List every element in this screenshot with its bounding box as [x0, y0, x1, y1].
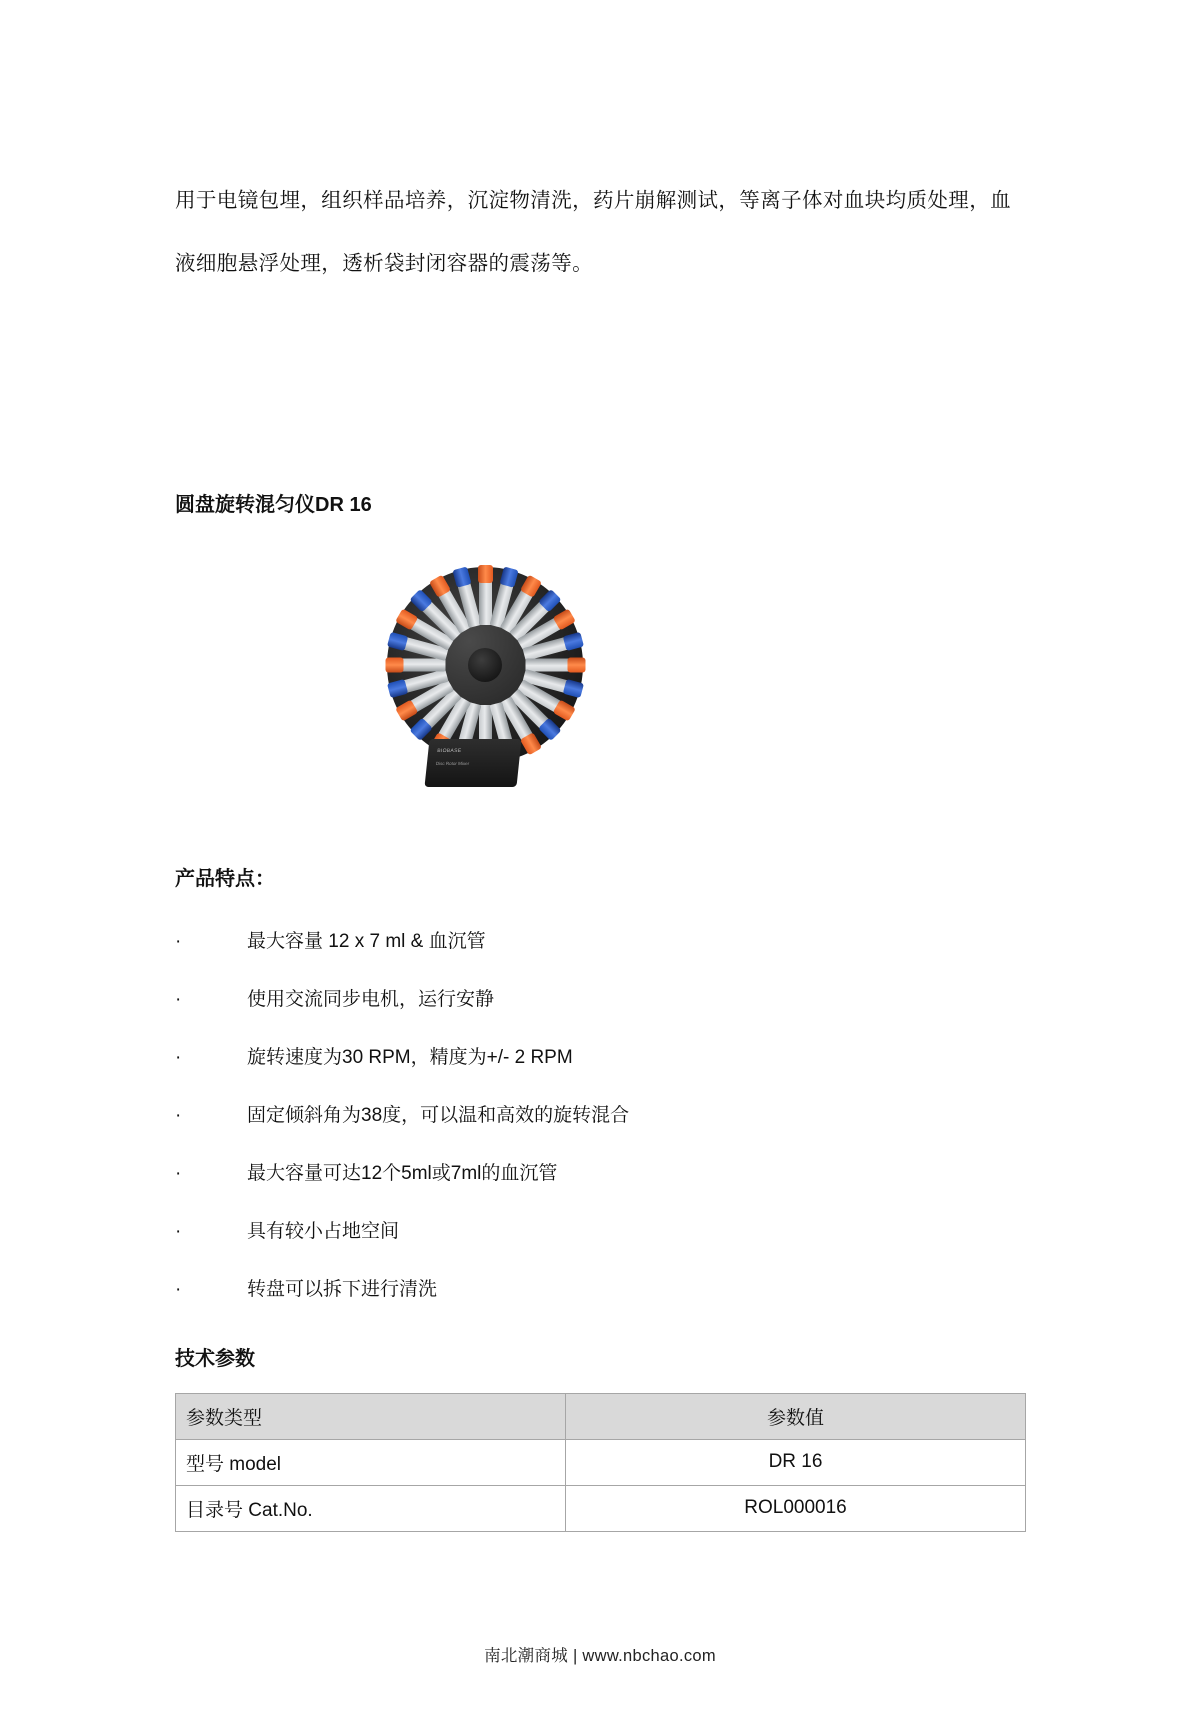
bullet-icon: · [175, 1278, 182, 1300]
list-item [175, 1261, 1025, 1319]
feature-text: 使用交流同步电机，运行安静 [247, 988, 495, 1010]
table-header-row [176, 1393, 1026, 1439]
product-heading: 圆盘旋转混匀仪DR 16 [175, 493, 372, 516]
table-row [176, 1485, 1026, 1531]
device-base [424, 739, 521, 787]
product-figure [175, 553, 1025, 813]
column-header-type: 参数类型 [176, 1393, 566, 1439]
page-footer: 南北潮商城 | www.nbchao.com [484, 1646, 716, 1665]
feature-text: 最大容量可达12个5ml或7ml的血沉管 [247, 1162, 558, 1184]
intro-paragraph: 用于电镜包埋，组织样品培养，沉淀物清洗，药片崩解测试，等离子体对血块均质处理，血液细胞悬浮处理，透析袋封闭容器的震荡等。 [175, 188, 1011, 275]
list-item [175, 1087, 1025, 1145]
brand-label: BIOBASE [436, 747, 462, 754]
document-page [0, 21, 1200, 1718]
spec-heading: 技术参数 [175, 1347, 255, 1370]
bullet-icon: · [175, 1104, 182, 1126]
list-item [175, 1203, 1025, 1261]
disc-rotator-illustration [375, 553, 605, 803]
feature-text: 转盘可以拆下进行清洗 [247, 1278, 438, 1300]
features-heading: 产品特点： [175, 867, 275, 890]
spec-table [175, 1393, 1026, 1532]
feature-text: 固定倾斜角为38度，可以温和高效的旋转混合 [247, 1104, 630, 1126]
feature-text: 最大容量 12 x 7 ml & 血沉管 [247, 930, 486, 952]
list-item [175, 1029, 1025, 1087]
list-item [175, 913, 1025, 971]
bullet-icon: · [175, 930, 182, 952]
bullet-icon: · [175, 1162, 182, 1184]
bullet-icon: · [175, 988, 182, 1010]
list-item [175, 1145, 1025, 1203]
cell-param-value: DR 16 [566, 1439, 1026, 1485]
feature-text: 具有较小占地空间 [247, 1220, 400, 1242]
cell-param-value: ROL000016 [566, 1485, 1026, 1531]
bullet-icon: · [175, 1220, 182, 1242]
feature-text: 旋转速度为30 RPM，精度为+/- 2 RPM [247, 1046, 573, 1068]
column-header-value: 参数值 [566, 1393, 1026, 1439]
cell-param-name: 型号 model [176, 1439, 566, 1485]
rotor-disc [387, 567, 583, 763]
features-list [175, 913, 1025, 1319]
rotor-hub [468, 648, 502, 682]
bullet-icon: · [175, 1046, 182, 1068]
model-label: Disc Rotor Mixer [435, 760, 470, 766]
table-row [176, 1439, 1026, 1485]
list-item [175, 971, 1025, 1029]
cell-param-name: 目录号 Cat.No. [176, 1485, 566, 1531]
